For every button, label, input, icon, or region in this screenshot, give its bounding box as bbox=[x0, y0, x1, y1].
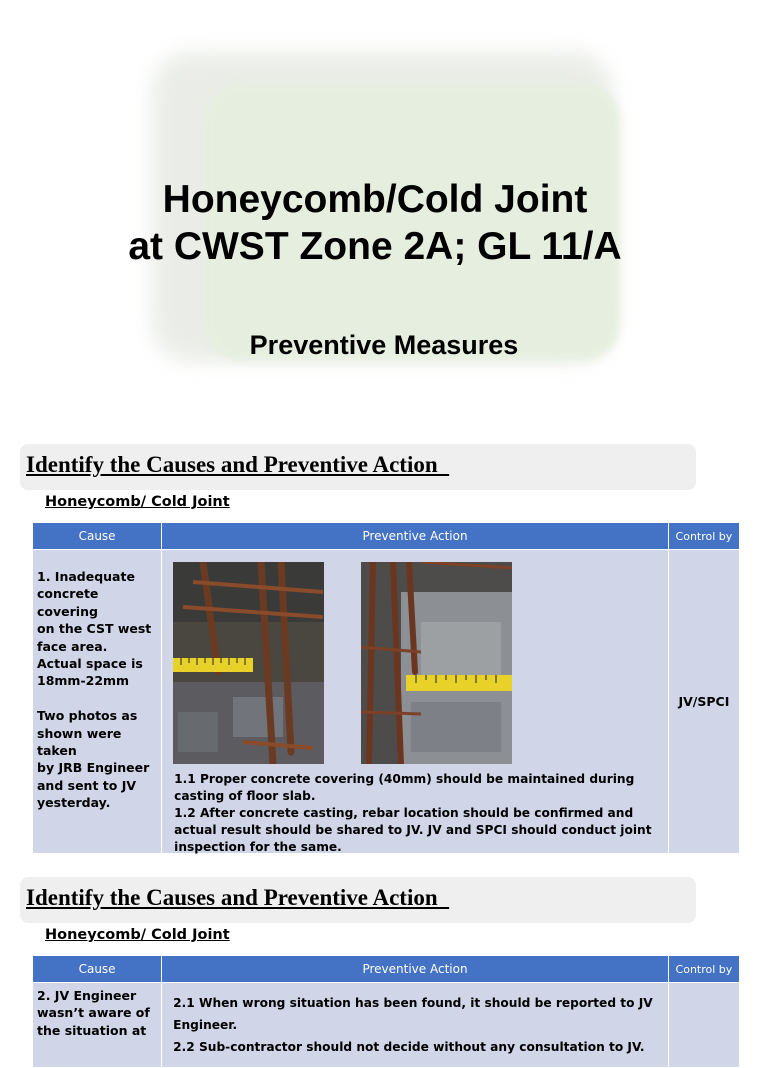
section-heading: Identify the Causes and Preventive Action bbox=[26, 885, 450, 910]
section-subheading: Honeycomb/ Cold Joint bbox=[45, 494, 230, 510]
table-header-row bbox=[33, 956, 740, 983]
column-header-cause: Cause bbox=[33, 956, 162, 983]
title-slide bbox=[0, 0, 768, 420]
section-heading: Identify the Causes and Preventive Action bbox=[26, 452, 450, 477]
action-item: 1.2 After concrete casting, rebar location should be confirmed and actual result should be shared to JV. JV and SPCI should conduct joint inspection for the same. bbox=[174, 806, 652, 854]
table-header-row bbox=[33, 523, 740, 550]
slide-title bbox=[0, 176, 750, 270]
column-header-preventive-action: Preventive Action bbox=[162, 523, 669, 550]
slide-subtitle: Preventive Measures bbox=[249, 330, 519, 360]
control-by-cell: JV/SPCI bbox=[668, 550, 739, 854]
cause-action-table bbox=[32, 955, 740, 1068]
table-row bbox=[33, 983, 740, 1068]
title-line-2: at CWST Zone 2A; GL 11/A bbox=[128, 225, 622, 268]
preventive-action-cell bbox=[162, 983, 669, 1068]
control-by-cell bbox=[668, 983, 739, 1068]
action-item: 1.1 Proper concrete covering (40mm) should be maintained during casting of floor slab. bbox=[174, 772, 635, 803]
cause-action-table bbox=[32, 522, 740, 854]
cause-cell: 1. Inadequate concrete covering on the CST west face area. Actual space is 18mm-22mm Two photos as shown were taken by JRB Engineer and sent to JV yesterday. bbox=[33, 550, 162, 854]
action-item: 2.2 Sub-contractor should not decide without any consultation to JV. bbox=[173, 1040, 645, 1054]
section-subheading: Honeycomb/ Cold Joint bbox=[45, 927, 230, 943]
column-header-cause: Cause bbox=[33, 523, 162, 550]
column-header-control-by: Control by bbox=[668, 956, 739, 983]
preventive-action-text bbox=[174, 771, 652, 856]
table-row bbox=[33, 550, 740, 854]
action-item: 2.1 When wrong situation has been found, it should be reported to JV Engineer. bbox=[173, 996, 653, 1032]
preventive-action-text bbox=[163, 984, 667, 1066]
cause-cell: 2. JV Engineer wasn’t aware of the situation at bbox=[33, 983, 162, 1068]
rebar-photo-1 bbox=[173, 562, 324, 764]
title-line-1: Honeycomb/Cold Joint bbox=[162, 178, 588, 221]
column-header-preventive-action: Preventive Action bbox=[162, 956, 669, 983]
column-header-control-by: Control by bbox=[668, 523, 739, 550]
preventive-action-cell bbox=[162, 550, 669, 854]
rebar-photo-2 bbox=[361, 562, 512, 764]
